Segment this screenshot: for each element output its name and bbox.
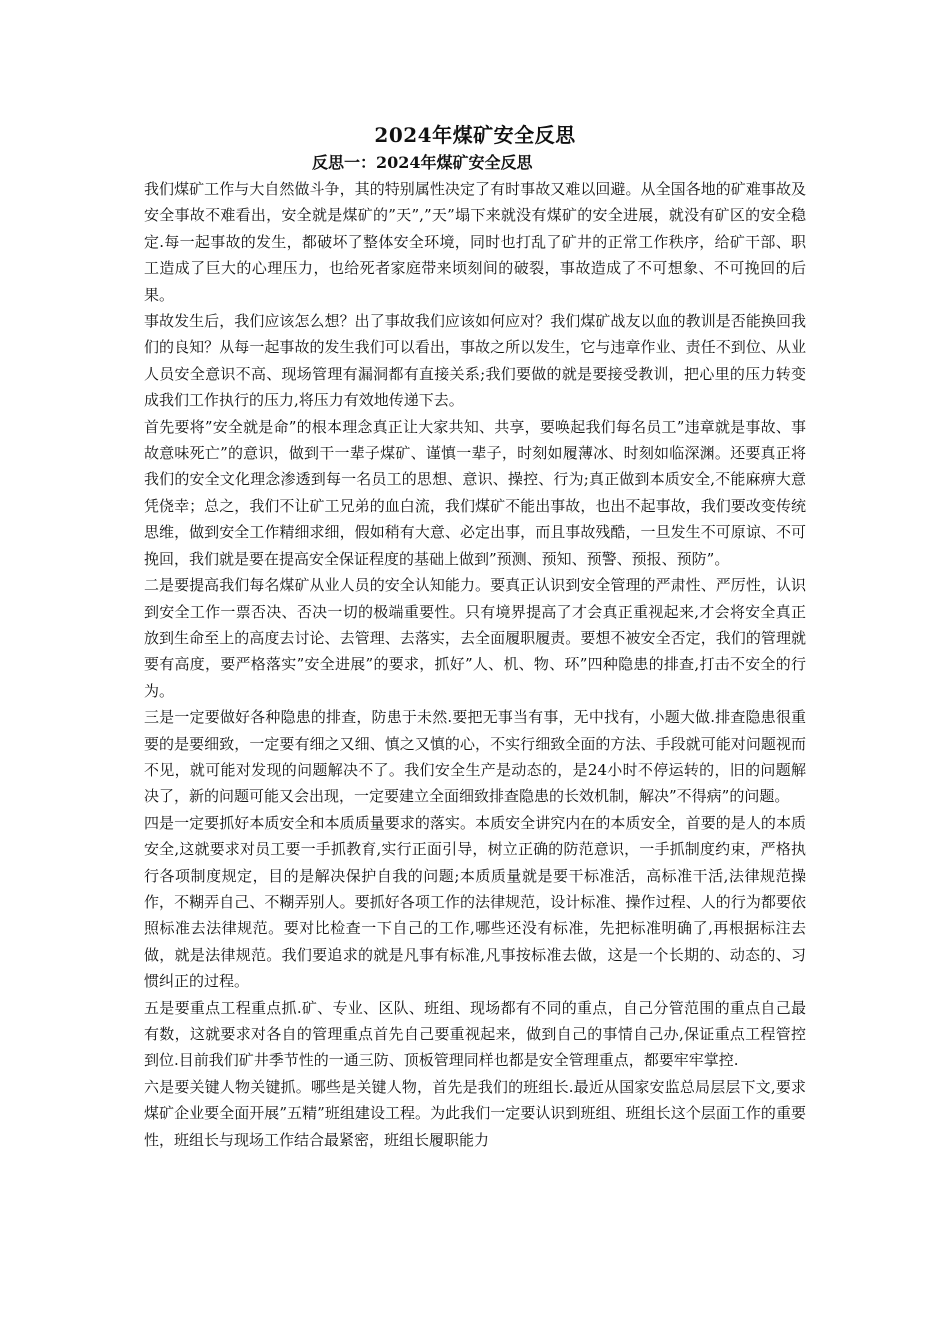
document-body [144, 176, 806, 1153]
paragraph-4: 二是要提高我们每名煤矿从业人员的安全认知能力。要真正认识到安全管理的严肃性、严厉性，认识到安全工作一票否决、否决一切的极端重要性。只有境界提高了才会真正重视起来,才会将安全真正放到生命至上的高度去讨论、去管理、去落实，去全面履职履责。要想不被安全否定，我们的管理就要有高度，要严格落实”安全进展”的要求，抓好”人、机、物、环”四种隐患的排查,打击不安全的行为。 [144, 576, 806, 700]
document-subtitle: 反思一：2024年煤矿安全反思 [312, 153, 533, 172]
paragraph-2: 事故发生后，我们应该怎么想？出了事故我们应该如何应对？我们煤矿战友以血的教训是否能换回我们的良知？从每一起事故的发生我们可以看出，事故之所以发生，它与违章作业、责任不到位、从业人员安全意识不高、现场管理有漏洞都有直接关系;我们要做的就是要接受教训，把心里的压力转变成我们工作执行的压力,将压力有效地传递下去。 [144, 312, 806, 410]
document-page [144, 120, 806, 1153]
paragraph-5: 三是一定要做好各种隐患的排查，防患于未然.要把无事当有事，无中找有，小题大做.排查隐患很重要的是要细致，一定要有细之又细、慎之又慎的心，不实行细致全面的方法、手段就可能对问题视而不见，就可能对发现的问题解决不了。我们安全生产是动态的，是24小时不停运转的，旧的问题解决了，新的问题可能又会出现，一定要建立全面细致排查隐患的长效机制，解决”不得病”的问题。 [144, 708, 806, 806]
paragraph-6: 四是一定要抓好本质安全和本质质量要求的落实。本质安全讲究内在的本质安全，首要的是人的本质安全,这就要求对员工要一手抓教育,实行正面引导，树立正确的防范意识，一手抓制度约束，严格执行各项制度规定，目的是解决保护自我的问题;本质质量就是要干标准活，高标准干活,法律规范操作，不糊弄自己、不糊弄别人。要抓好各项工作的法律规范，设计标准、操作过程、人的行为都要依照标准去法律规范。要对比检查一下自己的工作,哪些还没有标准，先把标准明确了,再根据标注去做，就是法律规范。我们要追求的就是凡事有标准,凡事按标准去做，这是一个长期的、动态的、习惯纠正的过程。 [144, 813, 806, 991]
paragraph-3: 首先要将”安全就是命”的根本理念真正让大家共知、共享，要唤起我们每名员工”违章就是事故、事故意味死亡”的意识，做到干一辈子煤矿、谨慎一辈子，时刻如履薄冰、时刻如临深渊。还要真正将我们的安全文化理念渗透到每一名员工的思想、意识、操控、行为;真正做到本质安全,不能麻痹大意凭侥幸；总之，我们不让矿工兄弟的血白流，我们煤矿不能出事故，也出不起事故，我们要改变传统思维，做到安全工作精细求细，假如稍有大意、必定出事，而且事故残酷，一旦发生不可原谅、不可挽回，我们就是要在提高安全保证程度的基础上做到”预测、预知、预警、预报、预防”。 [144, 417, 806, 568]
paragraph-1: 我们煤矿工作与大自然做斗争，其的特别属性决定了有时事故又难以回避。从全国各地的矿难事故及安全事故不难看出，安全就是煤矿的”天”,”天”塌下来就没有煤矿的安全进展，就没有矿区的安全稳定.每一起事故的发生，都破坏了整体安全环境，同时也打乱了矿井的正常工作秩序，给矿干部、职工造成了巨大的心理压力，也给死者家庭带来顷刻间的破裂，事故造成了不可想象、不可挽回的后果。 [144, 180, 806, 304]
document-title: 2024年煤矿安全反思 [374, 123, 576, 147]
paragraph-7: 五是要重点工程重点抓.矿、专业、区队、班组、现场都有不同的重点，自己分管范围的重点自己最有数，这就要求对各自的管理重点首先自己要重视起来，做到自己的事情自己办,保证重点工程管控到位.目前我们矿井季节性的一通三防、顶板管理同样也都是安全管理重点，都要牢牢掌控. [144, 998, 806, 1070]
paragraph-8: 六是要关键人物关键抓。哪些是关键人物，首先是我们的班组长.最近从国家安监总局层层下文,要求煤矿企业要全面开展”五精”班组建设工程。为此我们一定要认识到班组、班组长这个层面工作的重要性，班组长与现场工作结合最紧密，班组长履职能力 [144, 1077, 806, 1149]
